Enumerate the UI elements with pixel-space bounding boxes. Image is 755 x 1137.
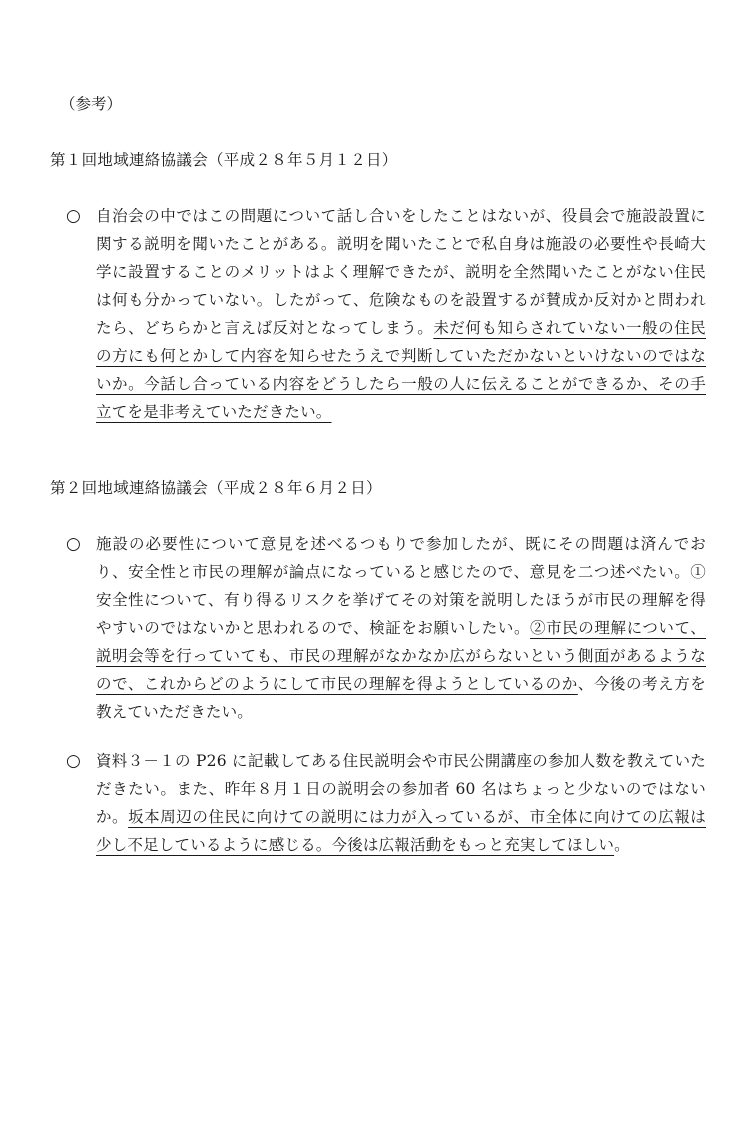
section-2-item-2: [66, 747, 706, 859]
underlined-comment-text: 坂本周辺の住民に向けての説明には力が入っているが、市全体に向けての広報は少し不足しているように感じる。今後は広報活動をもっと充実してほしい: [96, 808, 706, 854]
comment-paragraph: [96, 747, 706, 859]
underlined-comment-text: ②市民の理解について、説明会等を行っていても、市民の理解がなかなか広がらないという側面があるようなので、これからどのようにして市民の理解を得ようとしているのか: [96, 619, 706, 693]
comment-text: 資料３－１の P26 に記載してある住民説明会や市民公開講座の参加人数を教えていただきたい。また、昨年８月１日の説明会の参加者 60 名はちょっと少ないのではないか。: [96, 752, 706, 826]
underlined-comment-text: 未だ何も知らされていない一般の住民の方にも何とかして内容を知らせたうえで判断していただかないといけないのではないか。今話し合っている内容をどうしたら一般の人に伝えることができるか、その手立てを是非考えていただきたい。: [96, 319, 707, 421]
circle-bullet-icon: ○: [66, 751, 81, 771]
section-2-item-1: [66, 530, 706, 726]
comment-tail: 、今後の考え方を教えていただきたい。: [96, 675, 706, 721]
section-1-heading: 第１回地域連絡協議会（平成２８年５月１２日）: [50, 151, 398, 169]
comment-paragraph: [96, 530, 706, 726]
section-1-item-1: [66, 202, 706, 426]
comment-text: 自治会の中ではこの問題について話し合いをしたことはないが、役員会で施設設置に関する説明を聞いたことがある。説明を聞いたことで私自身は施設の必要性や長崎大学に設置することのメリットはよく理解できたが、説明を全然聞いたことがない住民は何も分かっていない。したがって、危険なものを設置するが賛成か反対かと問われたら、どちらかと言えば反対となってしまう。: [96, 207, 706, 337]
reference-label: （参考）: [60, 95, 123, 113]
comment-text: 施設の必要性について意見を述べるつもりで参加したが、既にその問題は済んでおり、安全性と市民の理解が論点になっていると感じたので、意見を二つ述べたい。①安全性について、有り得るリスクを挙げてその対策を説明したほうが市民の理解を得やすいのではないかと思われるので、検証をお願いしたい。: [96, 535, 706, 637]
comment-paragraph: [96, 202, 706, 426]
circle-bullet-icon: ○: [66, 206, 81, 226]
comment-tail: 。: [614, 836, 630, 854]
section-2-heading: 第２回地域連絡協議会（平成２８年６月２日）: [50, 479, 382, 497]
circle-bullet-icon: ○: [66, 534, 81, 554]
